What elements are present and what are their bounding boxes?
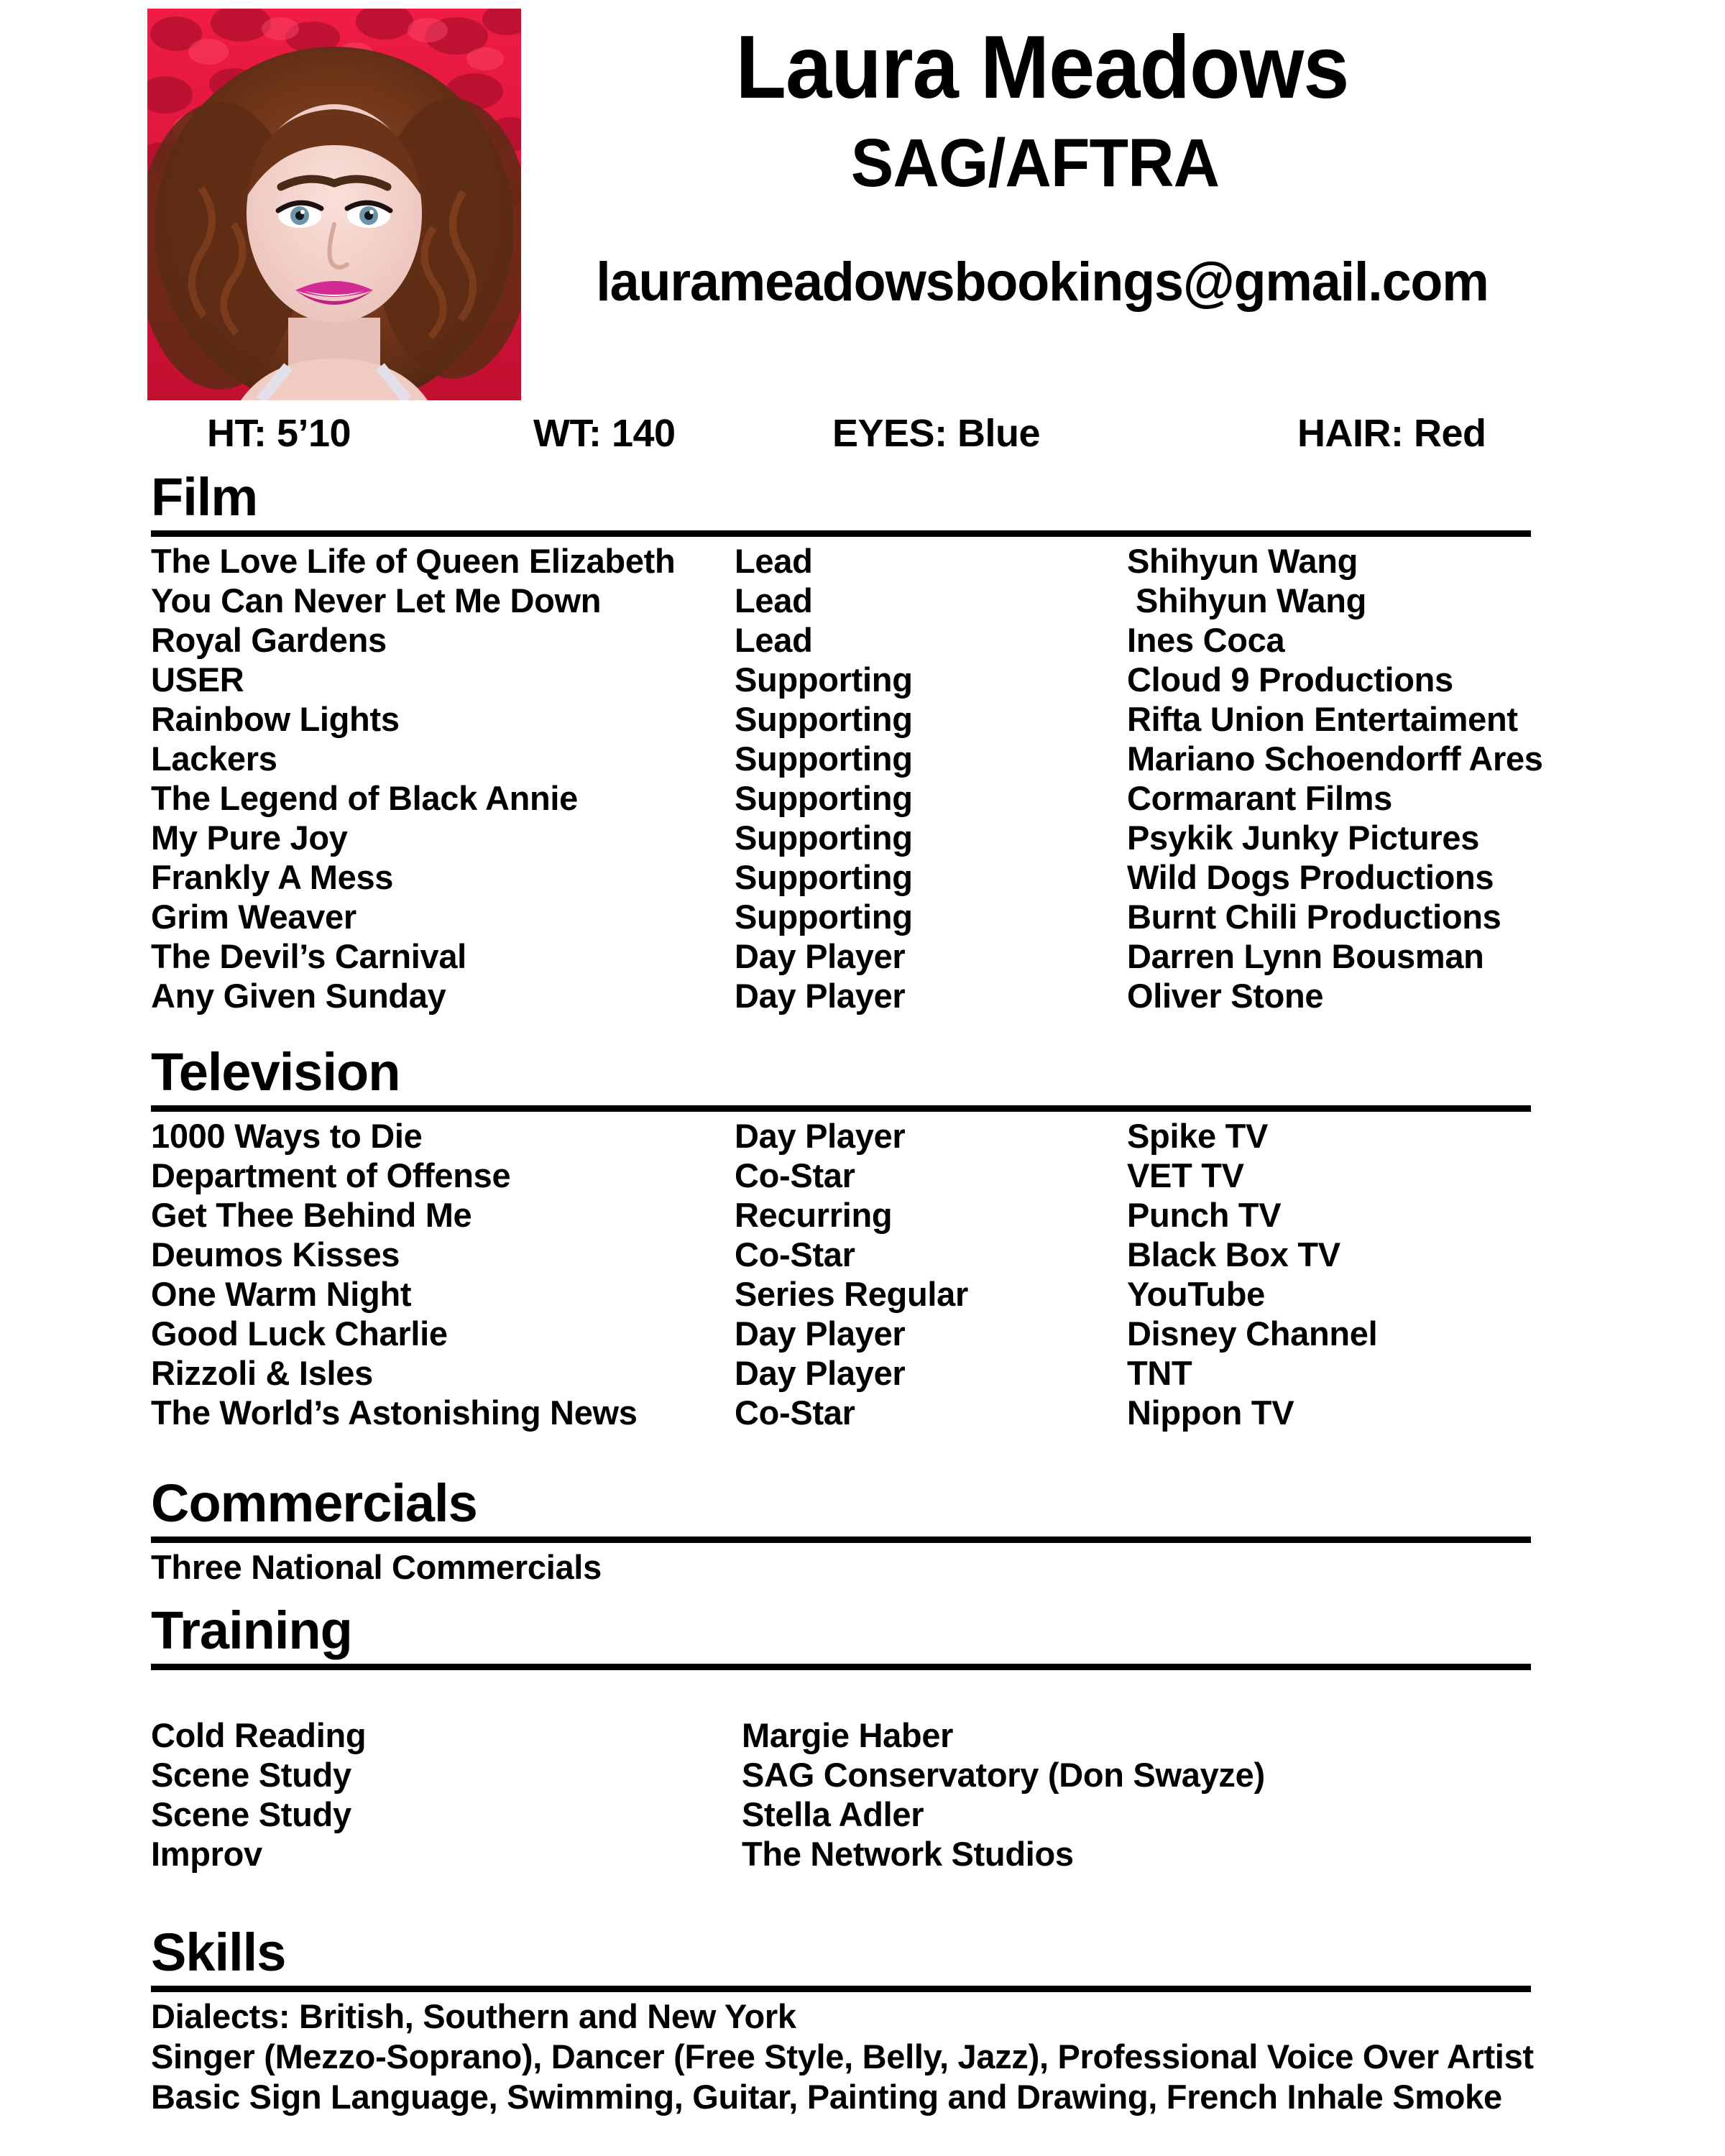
credit-company: Cloud 9 Productions	[1127, 660, 1453, 699]
training-teacher: Margie Haber	[742, 1716, 954, 1754]
list-item	[0, 1547, 1725, 1588]
credit-company: Shihyun Wang	[1127, 542, 1358, 580]
credit-role: Day Player	[735, 1314, 906, 1353]
union-affiliation: SAG/AFTRA	[850, 125, 1220, 201]
credit-title: Department of Offense	[151, 1156, 511, 1194]
credit-title: Any Given Sunday	[151, 977, 446, 1015]
credit-company: TNT	[1127, 1354, 1192, 1392]
credit-role: Supporting	[735, 819, 913, 857]
credit-role: Co-Star	[735, 1235, 855, 1273]
section-heading-skills: Skills	[151, 1922, 286, 1982]
training-teacher: The Network Studios	[742, 1835, 1074, 1873]
credit-title: Rizzoli & Isles	[151, 1354, 373, 1392]
credit-role: Co-Star	[735, 1393, 855, 1432]
credit-title: The World’s Astonishing News	[151, 1393, 638, 1432]
credit-company: Burnt Chili Productions	[1127, 898, 1501, 936]
table-row	[0, 1353, 1725, 1393]
credit-title: The Love Life of Queen Elizabeth	[151, 542, 676, 580]
physical-stats-row	[0, 411, 1725, 456]
section-divider-film	[151, 530, 1531, 537]
table-row	[0, 818, 1725, 857]
table-row	[0, 1195, 1725, 1235]
list-item	[0, 2037, 1725, 2077]
credit-role: Supporting	[735, 700, 913, 738]
section-heading-television: Television	[151, 1042, 400, 1102]
table-row	[0, 897, 1725, 936]
credit-title: Lackers	[151, 740, 277, 778]
list-item	[0, 1996, 1725, 2037]
section-heading-film: Film	[151, 467, 258, 527]
training-subject: Improv	[151, 1835, 262, 1873]
credit-role: Co-Star	[735, 1156, 855, 1194]
credit-title: The Devil’s Carnival	[151, 937, 466, 975]
stat-height: HT: 5’10	[207, 412, 351, 455]
credit-company: Darren Lynn Bousman	[1127, 937, 1484, 975]
table-row	[0, 581, 1725, 620]
section-heading-commercials: Commercials	[151, 1473, 477, 1533]
credit-company: Ines Coca	[1127, 621, 1285, 659]
credit-title: Good Luck Charlie	[151, 1314, 448, 1353]
credit-role: Lead	[735, 621, 813, 659]
resume-header	[0, 0, 1725, 410]
table-row	[0, 739, 1725, 778]
table-row	[0, 620, 1725, 660]
credit-title: Deumos Kisses	[151, 1235, 400, 1273]
credit-company: Spike TV	[1127, 1117, 1269, 1155]
table-row	[0, 936, 1725, 976]
table-row	[0, 660, 1725, 699]
table-row	[0, 1393, 1725, 1432]
training-subject: Cold Reading	[151, 1716, 367, 1754]
credit-company: Disney Channel	[1127, 1314, 1378, 1353]
credit-role: Day Player	[735, 977, 906, 1015]
list-item	[0, 2077, 1725, 2117]
credit-title: You Can Never Let Me Down	[151, 581, 602, 619]
credit-company: Psykik Junky Pictures	[1127, 819, 1480, 857]
training-teacher: SAG Conservatory (Don Swayze)	[742, 1756, 1265, 1794]
credit-role: Lead	[735, 581, 813, 619]
stat-hair: HAIR: Red	[1297, 412, 1486, 455]
credit-company: Oliver Stone	[1127, 977, 1324, 1015]
commercials-list	[0, 1547, 1725, 1588]
credit-role: Supporting	[735, 779, 913, 817]
credit-role: Supporting	[735, 740, 913, 778]
credit-role: Supporting	[735, 858, 913, 896]
training-subject: Scene Study	[151, 1756, 351, 1794]
table-row	[0, 1834, 1725, 1874]
credit-title: Get Thee Behind Me	[151, 1196, 472, 1234]
credit-company: Rifta Union Entertaiment	[1127, 700, 1518, 738]
table-row	[0, 1314, 1725, 1353]
skill-line: Dialects: British, Southern and New York	[151, 1997, 796, 2035]
table-row	[0, 976, 1725, 1015]
table-row	[0, 1116, 1725, 1156]
section-divider-commercials	[151, 1537, 1531, 1543]
skill-line: Basic Sign Language, Swimming, Guitar, Painting and Drawing, French Inhale Smoke	[151, 2078, 1502, 2116]
credit-role: Day Player	[735, 937, 906, 975]
training-list	[0, 1715, 1725, 1874]
table-row	[0, 699, 1725, 739]
credit-title: The Legend of Black Annie	[151, 779, 578, 817]
credit-role: Lead	[735, 542, 813, 580]
commercial-line: Three National Commercials	[151, 1548, 602, 1586]
film-credit-list	[0, 541, 1725, 1015]
section-heading-training: Training	[151, 1600, 352, 1660]
credit-role: Recurring	[735, 1196, 893, 1234]
table-row	[0, 1755, 1725, 1795]
credit-company: Punch TV	[1127, 1196, 1282, 1234]
credit-role: Day Player	[735, 1117, 906, 1155]
credit-role: Supporting	[735, 660, 913, 699]
stat-weight: WT: 140	[533, 412, 676, 455]
credit-company: Shihyun Wang	[1136, 581, 1367, 619]
table-row	[0, 1795, 1725, 1834]
credit-title: My Pure Joy	[151, 819, 348, 857]
credit-company: Wild Dogs Productions	[1127, 858, 1494, 896]
contact-email[interactable]: laurameadowsbookings@gmail.com	[596, 252, 1489, 313]
skill-line: Singer (Mezzo-Soprano), Dancer (Free Style, Belly, Jazz), Professional Voice Over Artist	[151, 2037, 1534, 2076]
credit-company: VET TV	[1127, 1156, 1244, 1194]
section-divider-training	[151, 1664, 1531, 1670]
credit-title: USER	[151, 660, 244, 699]
table-row	[0, 541, 1725, 581]
training-teacher: Stella Adler	[742, 1795, 924, 1833]
table-row	[0, 1156, 1725, 1195]
page-title: Laura Meadows	[735, 18, 1349, 117]
credit-role: Series Regular	[735, 1275, 968, 1313]
table-row	[0, 778, 1725, 818]
table-row	[0, 857, 1725, 897]
table-row	[0, 1235, 1725, 1274]
credit-title: Rainbow Lights	[151, 700, 400, 738]
table-row	[0, 1715, 1725, 1755]
credit-role: Supporting	[735, 898, 913, 936]
credit-role: Day Player	[735, 1354, 906, 1392]
credit-title: 1000 Ways to Die	[151, 1117, 423, 1155]
credit-company: Nippon TV	[1127, 1393, 1294, 1432]
training-subject: Scene Study	[151, 1795, 351, 1833]
credit-title: Frankly A Mess	[151, 858, 394, 896]
stat-eyes: EYES: Blue	[832, 412, 1041, 455]
credit-title: One Warm Night	[151, 1275, 412, 1313]
credit-company: YouTube	[1127, 1275, 1265, 1313]
credit-title: Grim Weaver	[151, 898, 356, 936]
credit-company: Mariano Schoendorff Ares	[1127, 740, 1543, 778]
credit-company: Black Box TV	[1127, 1235, 1340, 1273]
television-credit-list	[0, 1116, 1725, 1432]
credit-company: Cormarant Films	[1127, 779, 1392, 817]
section-divider-television	[151, 1105, 1531, 1112]
table-row	[0, 1274, 1725, 1314]
credit-title: Royal Gardens	[151, 621, 387, 659]
skills-list	[0, 1996, 1725, 2117]
section-divider-skills	[151, 1986, 1531, 1992]
headshot-photo	[147, 9, 521, 400]
